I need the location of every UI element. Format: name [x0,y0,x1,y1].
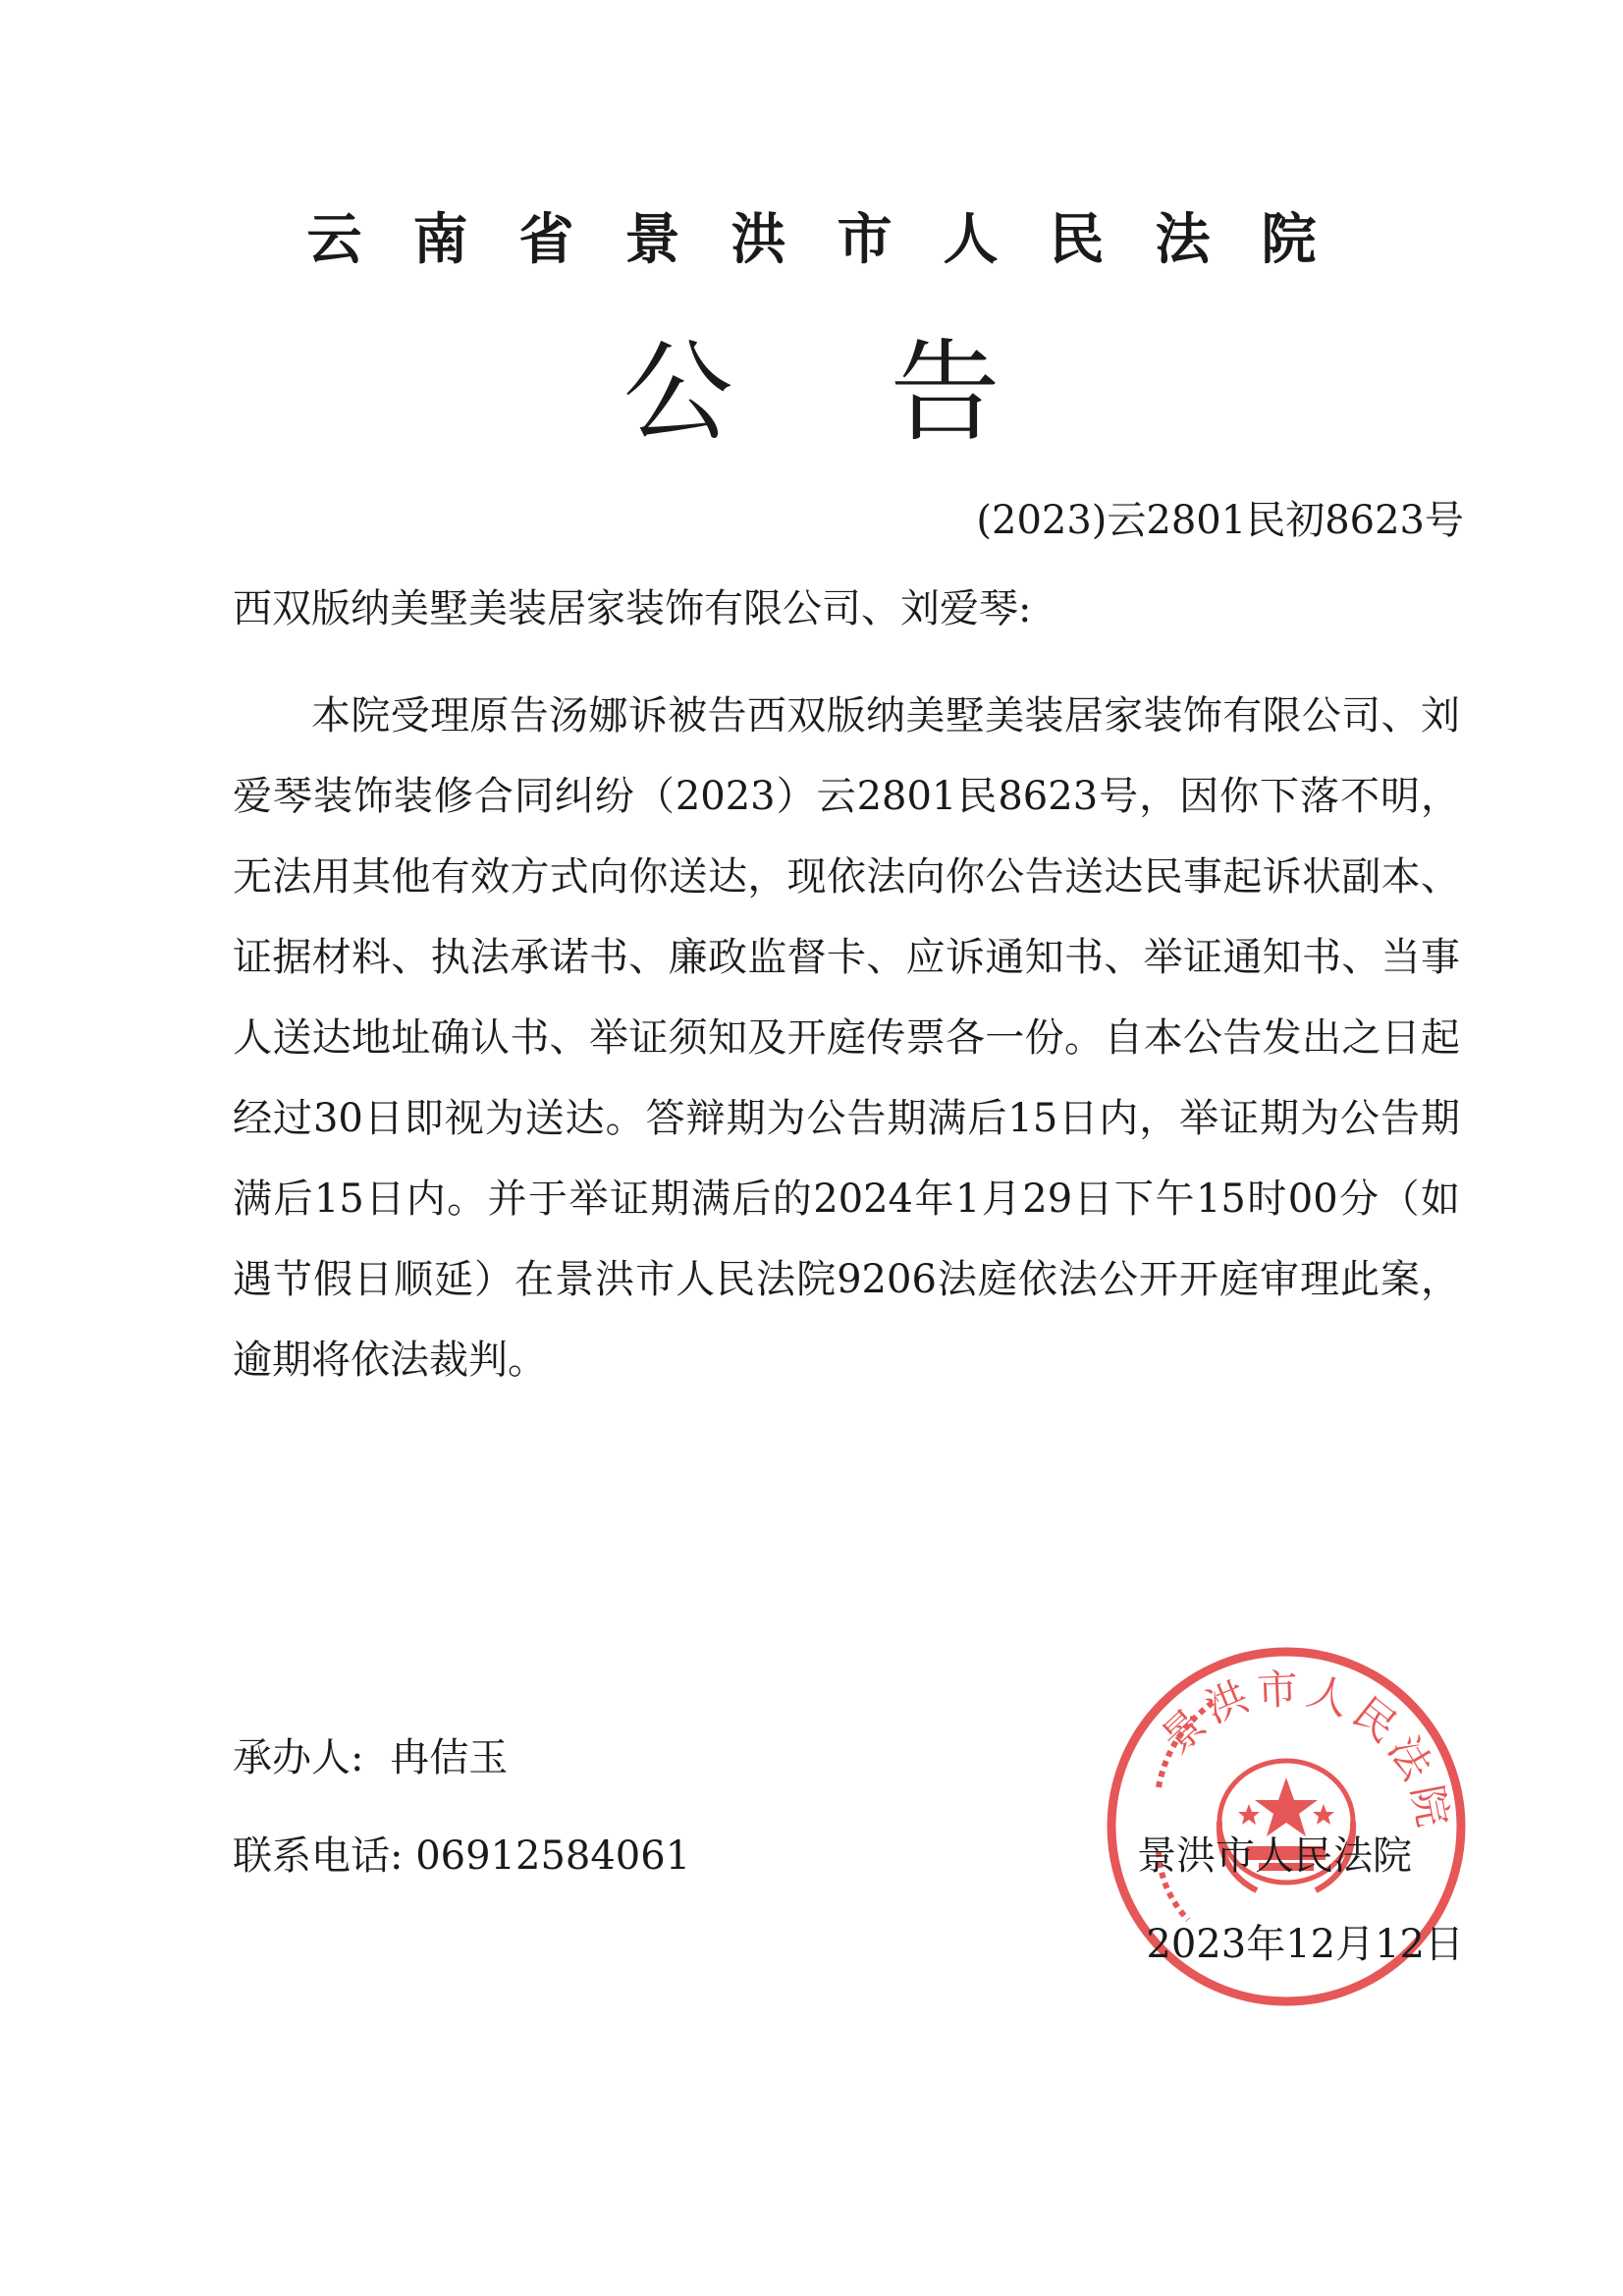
case-number: (2023)云2801民初8623号 [976,498,1464,543]
seal-text: 景洪市人民法院 [1152,1665,1459,1837]
signature-court: 景洪市人民法院 [1137,1833,1412,1879]
handler-name: 冉佶玉 [390,1735,509,1780]
addressee: 西双版纳美墅美装居家装饰有限公司、刘爱琴: [233,586,1032,631]
svg-text:景洪市人民法院 [1152,1665,1458,1836]
phone-number: 06912584061 [415,1833,691,1879]
phone-line [233,1827,690,1886]
notice-body: 本院受理原告汤娜诉被告西双版纳美墅美装居家装饰有限公司、刘爱琴装饰装修合同纠纷（2023）云2801民8623号，因你下落不明，无法用其他有效方式向你送达，现依法向你公告送达民事起诉状副本、证据材料、执法承诺书、廉政监督卡、应诉通知书、举证通知书、当事人送达地址确认书、举证须知及开庭传票各一份。自本公告发出之日起经过30日即视为送达。答辩期为公告期满后15日内，举证期为公告期满后15日内。并于举证期满后的2024年1月29日下午15时00分（如遇节假日顺延）在景洪市人民法院9206法庭依法公开开庭审理此案，逾期将依法裁判。 [233,693,1460,1383]
handler-label: 承办人: [233,1735,364,1780]
court-name: 云南省景洪市人民法院 [306,208,1368,272]
handler-line [233,1728,508,1787]
phone-label: 联系电话: [233,1833,404,1879]
signature-date: 2023年12月12日 [1146,1922,1464,1967]
document-title: 公告 [622,329,1158,457]
